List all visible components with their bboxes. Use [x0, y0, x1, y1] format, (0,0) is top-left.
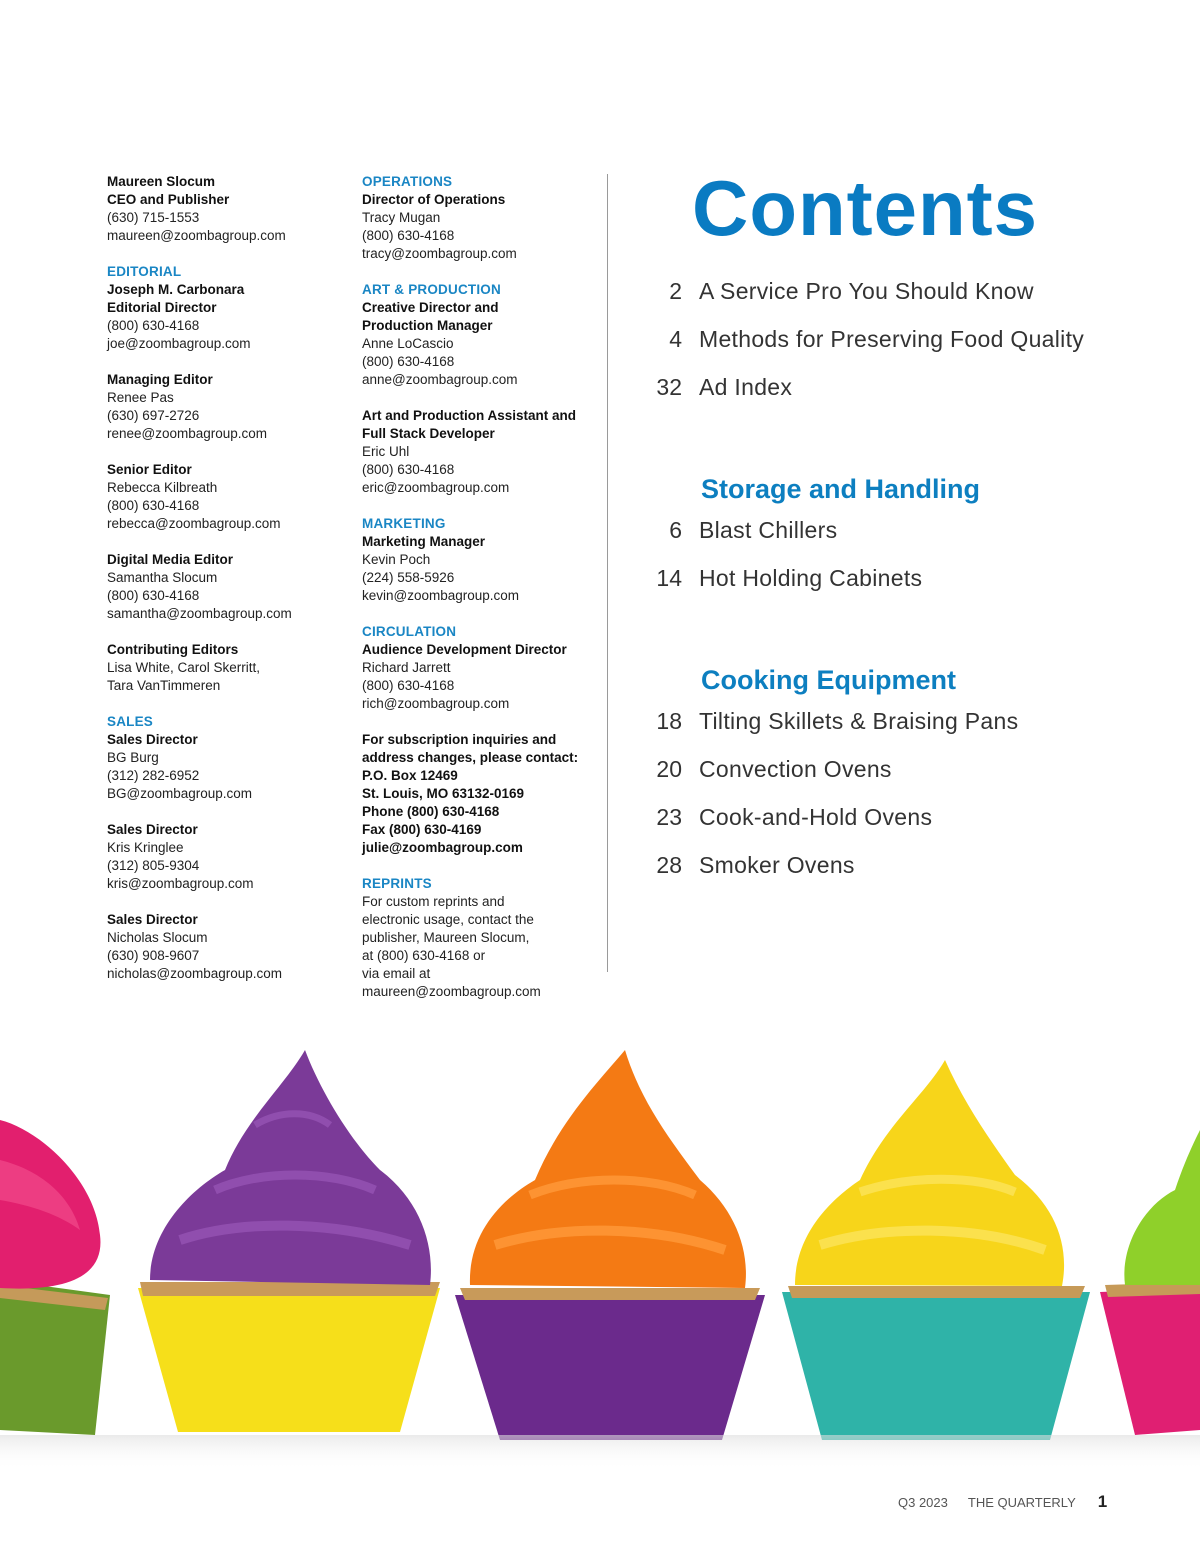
role-title: Senior Editor: [107, 462, 192, 477]
toc-section-heading-cooking: Cooking Equipment: [701, 665, 956, 695]
publication-name: THE QUARTERLY: [967, 1495, 1076, 1510]
role-title: Sales Director: [107, 912, 198, 927]
orange-cupcake: [455, 1050, 765, 1440]
role-title: Full Stack Developer: [362, 426, 495, 441]
toc-item[interactable]: [640, 756, 1160, 804]
phone-number: (800) 630-4168: [107, 318, 200, 333]
email-address: samantha@zoombagroup.com: [107, 606, 292, 621]
toc-article-title: Ad Index: [699, 374, 793, 400]
person-name: Richard Jarrett: [362, 660, 451, 675]
phone-number: (800) 630-4168: [362, 354, 455, 369]
toc-cooking-list: [640, 708, 1160, 900]
toc-intro-list: [640, 278, 1160, 422]
section-heading: CIRCULATION: [362, 624, 457, 639]
masthead-left-column: [107, 173, 337, 1001]
toc-item[interactable]: [640, 565, 1160, 613]
masthead-entry-art-production: [362, 281, 597, 389]
section-heading: OPERATIONS: [362, 174, 453, 189]
subscription-line: For subscription inquiries and: [362, 732, 557, 747]
masthead-entry-sales-director-2: [107, 821, 337, 893]
phone-number: (312) 805-9304: [107, 858, 200, 873]
page-number: 1: [1097, 1492, 1108, 1511]
toc-page-number: 4: [669, 326, 682, 352]
role-title: Marketing Manager: [362, 534, 486, 549]
phone-number: (800) 630-4168: [362, 678, 455, 693]
toc-article-title: Smoker Ovens: [699, 852, 855, 878]
section-heading: SALES: [107, 714, 154, 729]
city-state-zip: St. Louis, MO 63132-0169: [362, 786, 525, 801]
email-address: rich@zoombagroup.com: [362, 696, 510, 711]
reprints-line: at (800) 630-4168 or: [362, 948, 486, 963]
toc-page-number: 14: [656, 565, 682, 591]
role-title: Art and Production Assistant and: [362, 408, 577, 423]
toc-article-title: Blast Chillers: [699, 517, 838, 543]
issue-label: Q3 2023: [898, 1495, 948, 1510]
person-names: Lisa White, Carol Skerritt,: [107, 660, 261, 675]
person-title: Editorial Director: [107, 300, 217, 315]
masthead-entry-senior-editor: [107, 461, 337, 533]
reprints-line: publisher, Maureen Slocum,: [362, 930, 530, 945]
person-names: Tara VanTimmeren: [107, 678, 221, 693]
toc-page-number: 2: [669, 278, 682, 304]
email-address: julie@zoombagroup.com: [362, 840, 523, 855]
person-name: Tracy Mugan: [362, 210, 441, 225]
masthead-entry-editorial-director: [107, 263, 337, 353]
role-title: Managing Editor: [107, 372, 213, 387]
po-box: P.O. Box 12469: [362, 768, 458, 783]
toc-article-title: Hot Holding Cabinets: [699, 565, 923, 591]
person-name: Maureen Slocum: [107, 174, 216, 189]
role-title: Creative Director and: [362, 300, 499, 315]
phone-number: (312) 282-6952: [107, 768, 200, 783]
person-name: Kris Kringlee: [107, 840, 184, 855]
toc-item[interactable]: [640, 804, 1160, 852]
role-title: Production Manager: [362, 318, 493, 333]
fax-number: Fax (800) 630-4169: [362, 822, 482, 837]
toc-page-number: 28: [656, 852, 682, 878]
yellow-cupcake: [782, 1060, 1090, 1440]
phone-number: (224) 558-5926: [362, 570, 455, 585]
toc-article-title: A Service Pro You Should Know: [699, 278, 1034, 304]
reprints-line: For custom reprints and: [362, 894, 505, 909]
person-name: Joseph M. Carbonara: [107, 282, 245, 297]
person-name: Eric Uhl: [362, 444, 410, 459]
person-name: Rebecca Kilbreath: [107, 480, 218, 495]
toc-section-heading-storage: Storage and Handling: [701, 474, 981, 504]
toc-article-title: Methods for Preserving Food Quality: [699, 326, 1085, 352]
section-heading: MARKETING: [362, 516, 446, 531]
masthead-entry-managing-editor: [107, 371, 337, 443]
masthead-entry-sales-director-1: [107, 713, 337, 803]
phone-number: (630) 908-9607: [107, 948, 200, 963]
green-cupcake: [1100, 1130, 1200, 1435]
person-name: BG Burg: [107, 750, 159, 765]
toc-item[interactable]: [640, 374, 1160, 422]
email-address: BG@zoombagroup.com: [107, 786, 253, 801]
masthead-entry-sales-director-3: [107, 911, 337, 983]
pink-cupcake: [0, 1120, 110, 1435]
phone-number: (800) 630-4168: [107, 498, 200, 513]
person-name: Nicholas Slocum: [107, 930, 208, 945]
phone-number: (800) 630-4168: [362, 462, 455, 477]
email-address: maureen@zoombagroup.com: [362, 984, 541, 999]
phone-number: (800) 630-4168: [107, 588, 200, 603]
email-address: maureen@zoombagroup.com: [107, 228, 286, 243]
masthead-entry-marketing: [362, 515, 597, 605]
masthead-entry-production-assistant: [362, 407, 597, 497]
masthead-entry-digital-media-editor: [107, 551, 337, 623]
email-address: kris@zoombagroup.com: [107, 876, 254, 891]
masthead-entry-reprints: [362, 875, 597, 1001]
section-heading: ART & PRODUCTION: [362, 282, 501, 297]
person-name: Samantha Slocum: [107, 570, 218, 585]
person-title: CEO and Publisher: [107, 192, 230, 207]
role-title: Director of Operations: [362, 192, 506, 207]
contents-title: Contents: [692, 164, 1038, 252]
toc-page-number: 6: [669, 517, 682, 543]
masthead-entry-publisher: [107, 173, 337, 245]
toc-page-number: 18: [656, 708, 682, 734]
role-title: Contributing Editors: [107, 642, 239, 657]
section-heading: REPRINTS: [362, 876, 432, 891]
toc-article-title: Cook-and-Hold Ovens: [699, 804, 933, 830]
role-title: Sales Director: [107, 822, 198, 837]
toc-item[interactable]: [640, 517, 1160, 565]
toc-page-number: 23: [656, 804, 682, 830]
masthead-entry-operations: [362, 173, 597, 263]
subscription-line: address changes, please contact:: [362, 750, 579, 765]
toc-item[interactable]: [640, 278, 1160, 326]
section-heading: EDITORIAL: [107, 264, 182, 279]
phone-number: (800) 630-4168: [362, 228, 455, 243]
person-name: Kevin Poch: [362, 552, 431, 567]
email-address: rebecca@zoombagroup.com: [107, 516, 281, 531]
masthead-entry-circulation: [362, 623, 597, 713]
toc-article-title: Tilting Skillets & Braising Pans: [699, 708, 1019, 734]
masthead-entry-contributing-editors: [107, 641, 337, 695]
email-address: tracy@zoombagroup.com: [362, 246, 517, 261]
phone-number: Phone (800) 630-4168: [362, 804, 500, 819]
toc-item[interactable]: [640, 852, 1160, 900]
toc-item[interactable]: [640, 326, 1160, 374]
person-name: Renee Pas: [107, 390, 174, 405]
toc-page-number: 20: [656, 756, 682, 782]
reprints-line: via email at: [362, 966, 431, 981]
phone-number: (630) 715-1553: [107, 210, 200, 225]
reprints-line: electronic usage, contact the: [362, 912, 534, 927]
subscription-contact: [362, 731, 597, 857]
toc-item[interactable]: [640, 708, 1160, 756]
email-address: nicholas@zoombagroup.com: [107, 966, 283, 981]
page-footer: [898, 1492, 1107, 1512]
toc-page-number: 32: [656, 374, 682, 400]
toc-article-title: Convection Ovens: [699, 756, 892, 782]
email-address: eric@zoombagroup.com: [362, 480, 510, 495]
cupcakes-photo: [0, 1030, 1200, 1470]
email-address: anne@zoombagroup.com: [362, 372, 518, 387]
role-title: Sales Director: [107, 732, 198, 747]
toc-storage-list: [640, 517, 1160, 613]
role-title: Audience Development Director: [362, 642, 567, 657]
role-title: Digital Media Editor: [107, 552, 234, 567]
masthead-right-column: [362, 173, 597, 1019]
person-name: Anne LoCascio: [362, 336, 454, 351]
phone-number: (630) 697-2726: [107, 408, 200, 423]
email-address: kevin@zoombagroup.com: [362, 588, 520, 603]
email-address: joe@zoombagroup.com: [107, 336, 251, 351]
column-divider: [607, 174, 608, 972]
purple-cupcake: [138, 1050, 440, 1432]
email-address: renee@zoombagroup.com: [107, 426, 268, 441]
